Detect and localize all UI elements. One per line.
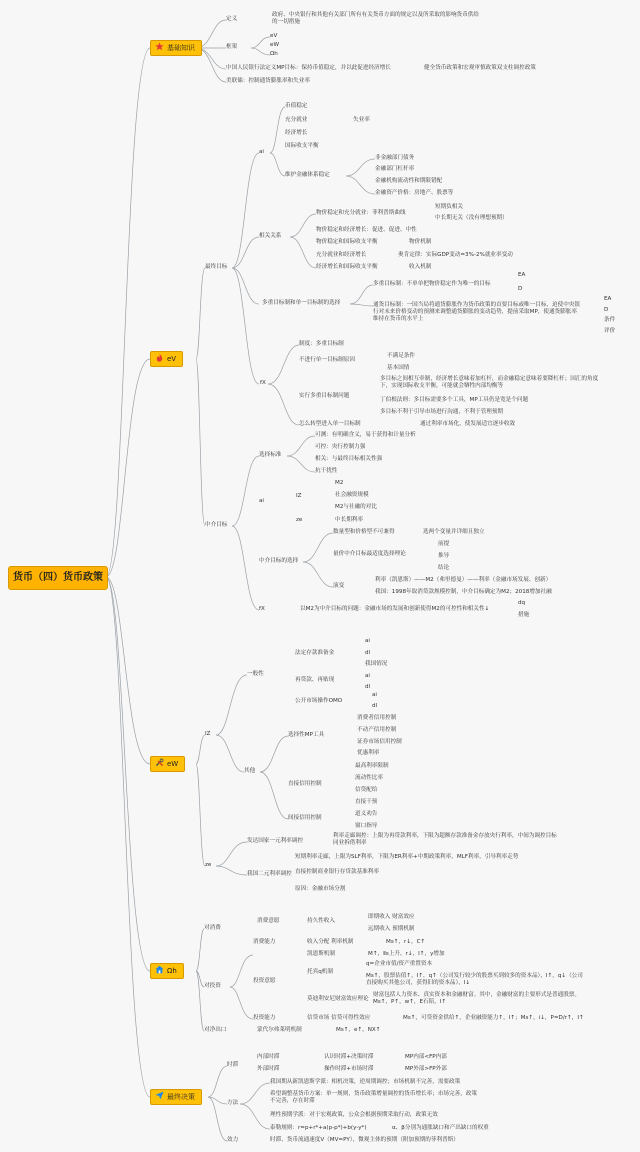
connector-25 [268,345,299,384]
node-26[interactable]: 物价稳定和国际收支平衡 [316,239,378,245]
section-label: eW [167,760,179,768]
section-basics[interactable] [150,40,202,56]
node-133[interactable]: 蒙代尔弗莱明机制 [257,1027,302,1033]
star-icon [155,42,164,51]
connector-16 [232,268,259,384]
node-118[interactable]: 收入分配 利率机制 [307,939,354,945]
section-final-decision[interactable] [150,1089,202,1105]
connector-50 [240,1104,270,1129]
node-48[interactable]: 丁伯根法则：多目标需要多个工具，MP工具仍是宽是个问题 [380,397,529,403]
node-80[interactable]: 一般性 [247,671,264,677]
node-147[interactable]: α、β分别为通胀缺口和产出缺口的权重 [392,1125,489,1131]
node-54[interactable]: 可测：有明确含义，易于获得和计量分析 [315,432,416,438]
node-23[interactable]: 短期负相关 [435,204,463,210]
node-44[interactable]: 不满足条件 [387,353,415,359]
node-41[interactable]: fX [260,380,266,386]
node-94[interactable]: 不动产信用控制 [357,727,397,733]
connector-20 [346,176,375,194]
connector-19 [346,159,375,176]
node-7[interactable]: 健全货币政策和宏观审慎政策双支柱调控政策 [424,65,536,71]
node-69[interactable]: 前提 [438,541,450,547]
node-116[interactable]: 远期收入 预期机制 [368,926,415,932]
section-label: 最终决策 [167,1093,195,1101]
node-106[interactable]: 发达国家一元利率调控 [247,838,303,844]
connector-46 [208,1066,227,1097]
node-117[interactable]: 消费能力 [253,939,276,945]
node-114[interactable]: 持久性收入 [307,918,335,924]
node-73[interactable]: 利率（凯恩斯）——M2（弗里德曼）——利率（金融市场发展、创新） [375,577,552,583]
connector-4 [106,577,150,1097]
connector-36 [216,735,244,772]
node-93[interactable]: 消费者信用控制 [357,715,397,721]
node-141[interactable]: MP外部>FP外部 [405,1066,447,1072]
node-38[interactable]: D [604,307,609,313]
node-122[interactable]: 凯恩斯机制 [307,951,335,957]
node-63[interactable]: ze [296,517,303,523]
connector-33 [196,735,205,764]
section-ev[interactable] [150,351,183,367]
connector-41 [196,929,204,971]
node-88[interactable]: 公开市场操作OMO [295,698,343,704]
node-47[interactable]: 多目标之间相互牵制，经济增长意味着加杠杆，而金融稳定意味着要降杠杆；国汇的角度下，实现国际收支平衡，可能就会牺牲内部均衡等 [380,376,599,389]
node-66[interactable]: 数量型和价格型不可兼得 [333,529,395,535]
node-14[interactable]: 经济增长 [285,130,308,136]
node-62[interactable]: M2与社融的对比 [335,504,377,510]
node-20[interactable]: 金融资产价格：房地产、股票等 [375,190,454,196]
node-58[interactable]: ai [259,498,264,504]
node-142[interactable]: 方法 [227,1100,239,1106]
connector-38 [260,772,288,819]
node-108[interactable]: 我国二元利率调控 [247,871,292,877]
node-132[interactable]: 对净出口 [204,1027,227,1033]
node-77[interactable]: dq [518,600,526,606]
node-85[interactable]: 再贷款、再贴现 [295,677,335,683]
node-99[interactable]: 流动性比率 [355,775,383,781]
tools-icon [155,758,164,767]
node-36[interactable]: 通货目标制：一国当局将通货膨胀作为货币政策的首要目标或唯一目标，迫使中央银行对未来价格变动的预测来调整通货膨胀的变动趋势，提前采取MP，使通货膨胀率维持在货币的水平上 [373,302,580,322]
connector-13 [232,153,259,268]
node-89[interactable]: ai [372,692,377,698]
node-33[interactable]: 多重目标制：不单单把物价稳定作为唯一的目标 [373,281,491,287]
node-109[interactable]: 短期利率走廊，上限为SLF利率，下限为ER利率+中期政策利率，MLF利率，引导利率走势 [295,854,519,860]
node-3[interactable]: eV [270,33,278,39]
node-8[interactable]: 美联储：控制通货膨胀率和失业率 [226,78,310,84]
node-149[interactable]: 时滞、货币流通速度V（MV=PY），微观主体的预期（附加预期的菲利普斯） [270,1137,459,1143]
connector-0 [106,48,150,577]
node-25[interactable]: 物价稳定和经济增长：促进、促进、中性 [316,227,417,233]
node-91[interactable]: 其他 [244,768,256,774]
connector-34 [196,764,205,866]
node-21[interactable]: 相关关系 [259,233,282,239]
node-52[interactable]: 中介目标 [205,522,228,528]
node-12[interactable]: 充分就业 [285,117,308,123]
connector-21 [290,214,316,237]
connector-28 [232,526,259,610]
node-5[interactable]: Ωh [270,51,278,57]
node-75[interactable]: fX [259,606,265,612]
connector-35 [216,675,247,735]
node-2[interactable]: 框架 [226,44,238,50]
node-29[interactable]: 奥肯定律：实际GDP变动=3%-2%就业率变动 [398,252,513,258]
node-112[interactable]: 对消费 [204,925,221,931]
node-19[interactable]: 金融机构流动性和期限错配 [375,178,443,184]
node-126[interactable]: Ms↑，股票估值↑，I↑，q↑（公司发行较少的股票买到较多的资本品），I↑，q↓（公司直接购买其他公司，获得旧的资本品），I↓ [366,973,583,986]
node-4[interactable]: eW [270,42,279,48]
node-64[interactable]: 中长期利率 [335,517,363,523]
arrow-icon [155,1091,164,1100]
section-label: eV [167,355,177,363]
node-30[interactable]: 经济增长和国际收支平衡 [316,264,378,270]
node-22[interactable]: 物价稳定和充分就业：菲利普斯曲线 [316,210,406,216]
node-49[interactable]: 多目标不利于引导市场进行沟通，不利于管理预期 [380,409,504,415]
node-59[interactable]: IZ [296,493,302,499]
node-11[interactable]: 币值稳定 [285,103,308,109]
section-label: 基础知识 [167,44,195,52]
node-130[interactable]: 信贷市场 信贷可得性效应 [307,1015,371,1021]
node-134[interactable]: Ms↑，e↑，NX↑ [336,1027,381,1033]
node-103[interactable]: 道义劝告 [355,811,378,817]
node-107[interactable]: 利率走廊调控：上限为再贷款利率，下限为超额存款准备金存放央行利率，中间为调控目标同业拆借利率 [333,833,557,846]
node-78[interactable]: 措施 [518,612,530,618]
node-84[interactable]: 我国情况 [365,661,388,667]
node-27[interactable]: 物价机制 [409,239,432,245]
node-92[interactable]: 选择性MP工具 [288,732,325,738]
connector-3 [106,577,150,971]
connector-32 [303,562,333,587]
node-101[interactable]: 直接干预 [355,799,378,805]
connector-17 [270,107,285,153]
connector-2 [106,577,150,764]
connector-1 [106,359,150,577]
node-79[interactable]: IZ [205,731,211,737]
node-100[interactable]: 信贷配给 [355,787,378,793]
node-136[interactable]: 内部时滞 [257,1054,280,1060]
connector-37 [260,736,288,772]
connector-22 [290,237,316,268]
node-110[interactable]: 直接控制商业银行存贷款基准利率 [295,869,379,875]
node-35[interactable]: D [518,286,523,292]
node-24[interactable]: 中长期无关（没有理想预期） [435,215,508,221]
node-70[interactable]: 推导 [438,553,450,559]
node-144[interactable]: 希望调整基货币方案：单一规则，货币政策增量调控的货币增长率；市场完善，政策不完善，存在时滞 [270,1091,477,1104]
node-46[interactable]: 实行多重目标制问题 [299,393,350,399]
node-143[interactable]: 我国期从新凯恩斯学派：相机决策，逆周期调控；市场机制不完善，需要政策 [270,1079,461,1085]
connector-31 [303,533,333,562]
node-74[interactable]: 我国：1998年取消贷款规模控制，中介目标确定为M2；2018增加社融 [375,589,552,595]
connector-12 [196,359,205,526]
connector-29 [287,436,315,456]
node-145[interactable]: 理性预期学派：对于宏观政策，公众会根据预期采取行动，政策无效 [270,1112,438,1118]
connector-40 [216,866,247,875]
node-121[interactable]: 投资意愿 [253,978,276,984]
node-55[interactable]: 可控：央行控制力强 [315,444,366,450]
node-137[interactable]: 认识时滞+决策时滞 [324,1054,374,1060]
node-97[interactable]: 直接信用控制 [288,781,322,787]
section-omega-h[interactable] [150,963,184,979]
node-40[interactable]: 评价 [604,328,616,334]
flame-icon [155,353,164,362]
node-28[interactable]: 充分就业和经济增长 [316,252,367,258]
node-96[interactable]: 优惠利率 [357,750,380,756]
node-39[interactable]: 条件 [604,317,616,323]
node-76[interactable]: 以M2为中介目标的问题：金融市场的发展和创新使得M2的可控性和相关性↓ [300,606,490,612]
connector-39 [216,842,247,866]
node-120[interactable]: 对投资 [204,983,221,989]
node-138[interactable]: MP内部<FP内部 [405,1054,447,1060]
node-113[interactable]: 消费意愿 [257,918,280,924]
connector-10 [251,48,270,55]
node-53[interactable]: 选择标准 [259,452,282,458]
node-42[interactable]: 制度：多重目标制 [299,341,344,347]
node-81[interactable]: 法定存款准备金 [295,650,335,656]
node-65[interactable]: 中介目标的选择 [259,558,299,564]
node-125[interactable]: q=企业市值/资产重置资本 [366,961,433,967]
node-37[interactable]: EA [604,296,612,302]
connector-15 [232,268,259,304]
node-105[interactable]: ze [205,862,212,868]
node-43[interactable]: 不进行单一目标制原因 [299,357,355,363]
node-50[interactable]: 怎么转型进入单一目标制 [299,421,361,427]
node-131[interactable]: Ms↑，可贷资金供给↑，企业融资能力↑，I↑；Ms↑，i↓，P=D/r↑，I↑ [403,1015,584,1021]
node-34[interactable]: EA [518,272,526,278]
connector-23 [350,285,373,304]
node-129[interactable]: 投资能力 [253,1015,276,1021]
connector-9 [251,37,270,48]
node-90[interactable]: dl [372,703,378,709]
node-146[interactable]: 泰勒规则：r=p+r*+a(p-p*)+b(y-y*) [270,1125,367,1131]
node-72[interactable]: 演变 [333,583,345,589]
connector-18 [270,153,285,176]
node-98[interactable]: 最高利率限制 [355,763,389,769]
node-148[interactable]: 效力 [227,1137,239,1143]
node-111[interactable]: 原因：金融市场分割 [295,886,346,892]
node-119[interactable]: Ms↑，r↓，C↑ [386,939,426,945]
node-1[interactable]: 政府、中央银行和其他有关部门所有有关货币方面的规定以及所采取的影响货币供给的一切措施 [272,12,479,25]
root-topic[interactable]: 货币（四）货币政策 [8,566,108,590]
node-0[interactable]: 定义 [226,16,238,22]
node-128[interactable]: 财富包括人力资本、真实资本和金融财富。其中，金融财富的主要形式是普通股票。Ms↑，P↑，w↑，E石陪，I↑ [373,992,580,1005]
node-51[interactable]: 通过利率市场化，使发展适宜逐步收敛 [420,421,516,427]
node-115[interactable]: 即期收入 财富效应 [368,914,415,920]
node-127[interactable]: 莫迪利安尼财富效应理论 [307,996,369,1002]
node-45[interactable]: 基本国情 [387,365,410,371]
connector-27 [232,456,259,526]
node-6[interactable]: 中国人民银行法定义MP目标：保持币值稳定，并以此促进经济增长 [226,65,391,71]
section-ew[interactable] [150,756,185,772]
node-10[interactable]: ai [259,149,264,155]
node-60[interactable]: M2 [335,480,344,486]
node-68[interactable]: 量价中介目标最适度选择理论 [333,551,406,557]
node-83[interactable]: dl [365,650,371,656]
node-123[interactable]: M↑，Ⅱs上升，r↓，I↑，y增加 [368,951,445,957]
node-16[interactable]: 维护金融体系稳定 [285,172,330,178]
node-9[interactable]: 最终目标 [205,264,228,270]
connector-47 [208,1097,227,1104]
connector-44 [230,955,253,987]
node-104[interactable]: 窗口指导 [355,823,378,829]
connector-30 [287,456,315,472]
node-102[interactable]: 间接信用控制 [288,815,322,821]
node-31[interactable]: 收入机制 [409,264,432,270]
node-32[interactable]: 多重目标制和单一目标制的选择 [262,300,341,306]
section-label: Ωh [167,967,177,975]
node-124[interactable]: 托宾q机制 [307,969,333,975]
node-67[interactable]: 选两个变量并详细且独立 [423,529,485,535]
node-135[interactable]: 时滞 [227,1062,239,1068]
connector-11 [196,268,205,359]
node-18[interactable]: 金融部门杠杆率 [375,166,415,172]
node-87[interactable]: dl [365,684,371,690]
node-139[interactable]: 外部时滞 [257,1066,280,1072]
connector-24 [350,304,373,306]
node-71[interactable]: 结论 [438,565,450,571]
node-13[interactable]: 失业率 [353,117,370,123]
node-82[interactable]: ai [365,638,370,644]
node-15[interactable]: 国际收支平衡 [285,143,319,149]
connector-49 [240,1083,270,1104]
connector-45 [230,987,253,1019]
node-17[interactable]: 非金融部门债务 [375,155,415,161]
node-95[interactable]: 证券市场信用控制 [357,739,402,745]
connector-26 [268,384,299,425]
node-140[interactable]: 操作时滞+市场时滞 [324,1066,374,1072]
node-86[interactable]: ai [365,673,370,679]
node-57[interactable]: 抗干扰性 [315,468,338,474]
house-icon [155,965,164,974]
node-61[interactable]: 社会融资规模 [335,492,369,498]
node-56[interactable]: 相关：与最终目标相关性强 [315,456,383,462]
